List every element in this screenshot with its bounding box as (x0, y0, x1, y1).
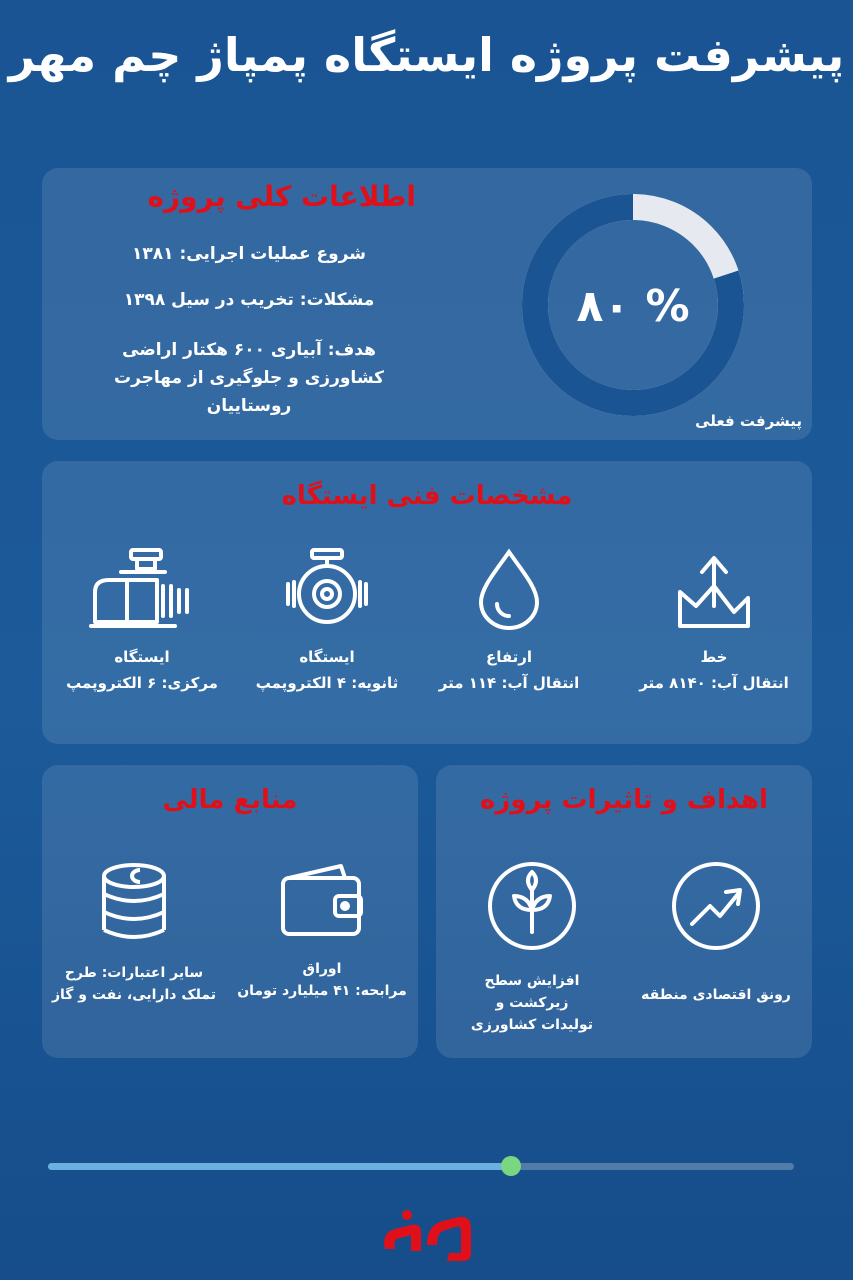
general-info-card (42, 168, 812, 440)
progress-slider-fill (48, 1163, 511, 1170)
plant-icon (486, 860, 578, 952)
start-year-text: شروع عملیات اجرایی: ۱۳۸۱ (132, 244, 366, 264)
finance-item-other (44, 860, 224, 1006)
problem-text: مشکلات: تخریب در سیل ۱۳۹۸ (123, 290, 375, 310)
progress-ring (516, 188, 750, 422)
spec-elevation (414, 546, 604, 696)
spec-water-line-line1: خط (700, 648, 728, 666)
pump-secondary-icon (282, 546, 372, 630)
spec-central-station (47, 546, 237, 696)
spec-water-line-line2: انتقال آب: ۸۱۴۰ متر (639, 674, 789, 692)
water-drop-icon (469, 546, 549, 630)
spec-central-line1: ایستگاه (114, 648, 170, 666)
goal-agri-line3: تولیدات کشاورزی (470, 1017, 594, 1033)
page-title: پیشرفت پروژه ایستگاه پمپاژ چم مهر (8, 28, 845, 82)
pump-central-icon (87, 546, 197, 630)
goal-item-economy (626, 860, 806, 1006)
financial-resources-title: منابع مالی (162, 785, 298, 815)
progress-slider-knob[interactable] (501, 1156, 521, 1176)
coins-icon (94, 860, 174, 944)
finance-item-bonds (232, 860, 412, 1002)
spec-secondary-line1: ایستگاه (299, 648, 355, 666)
finance-other-line1: سایر اعتبارات: طرح (64, 965, 204, 981)
financial-resources-card (42, 765, 418, 1058)
finance-bonds-line2: مرابحه: ۴۱ میلیارد تومان (237, 983, 407, 999)
general-info-title: اطلاعات کلی پروژه (147, 180, 416, 213)
water-line-icon (674, 546, 754, 630)
technical-specs-title: مشخصات فنی ایستگاه (281, 481, 573, 511)
technical-specs-card (42, 461, 812, 744)
goal-item-agriculture (442, 860, 622, 1036)
spec-water-line (619, 546, 809, 696)
progress-label: پیشرفت فعلی (695, 412, 802, 430)
goal-text: هدف: آبیاری ۶۰۰ هکتار اراضی کشاورزی و جلوگیری از مهاجرت روستاییان (113, 340, 385, 416)
goal-agri-line1: افزایش سطح (484, 973, 580, 989)
growth-chart-icon (670, 860, 762, 952)
goal-agri-line2: زیرکشت و (495, 995, 569, 1011)
wallet-icon (277, 860, 367, 940)
spec-secondary-line2: ثانویه: ۴ الکتروپمپ (255, 674, 399, 692)
finance-other-line2: تملک دارایی، نفت و گاز (51, 987, 217, 1003)
spec-secondary-station (232, 546, 422, 696)
spec-elevation-line2: انتقال آب: ۱۱۴ متر (438, 674, 580, 692)
spec-central-line2: مرکزی: ۶ الکتروپمپ (66, 674, 218, 692)
progress-slider[interactable] (48, 1163, 794, 1170)
progress-percent-text: ۸۰ % (576, 281, 690, 332)
spec-elevation-line1: ارتفاع (485, 648, 533, 666)
goals-impacts-title: اهداف و تاثیرات پروژه (480, 785, 768, 815)
mehr-logo (377, 1205, 477, 1269)
finance-bonds-line1: اوراق (302, 961, 342, 977)
goals-impacts-card (436, 765, 812, 1058)
goal-economy-line1: رونق اقتصادی منطقه (641, 987, 791, 1003)
